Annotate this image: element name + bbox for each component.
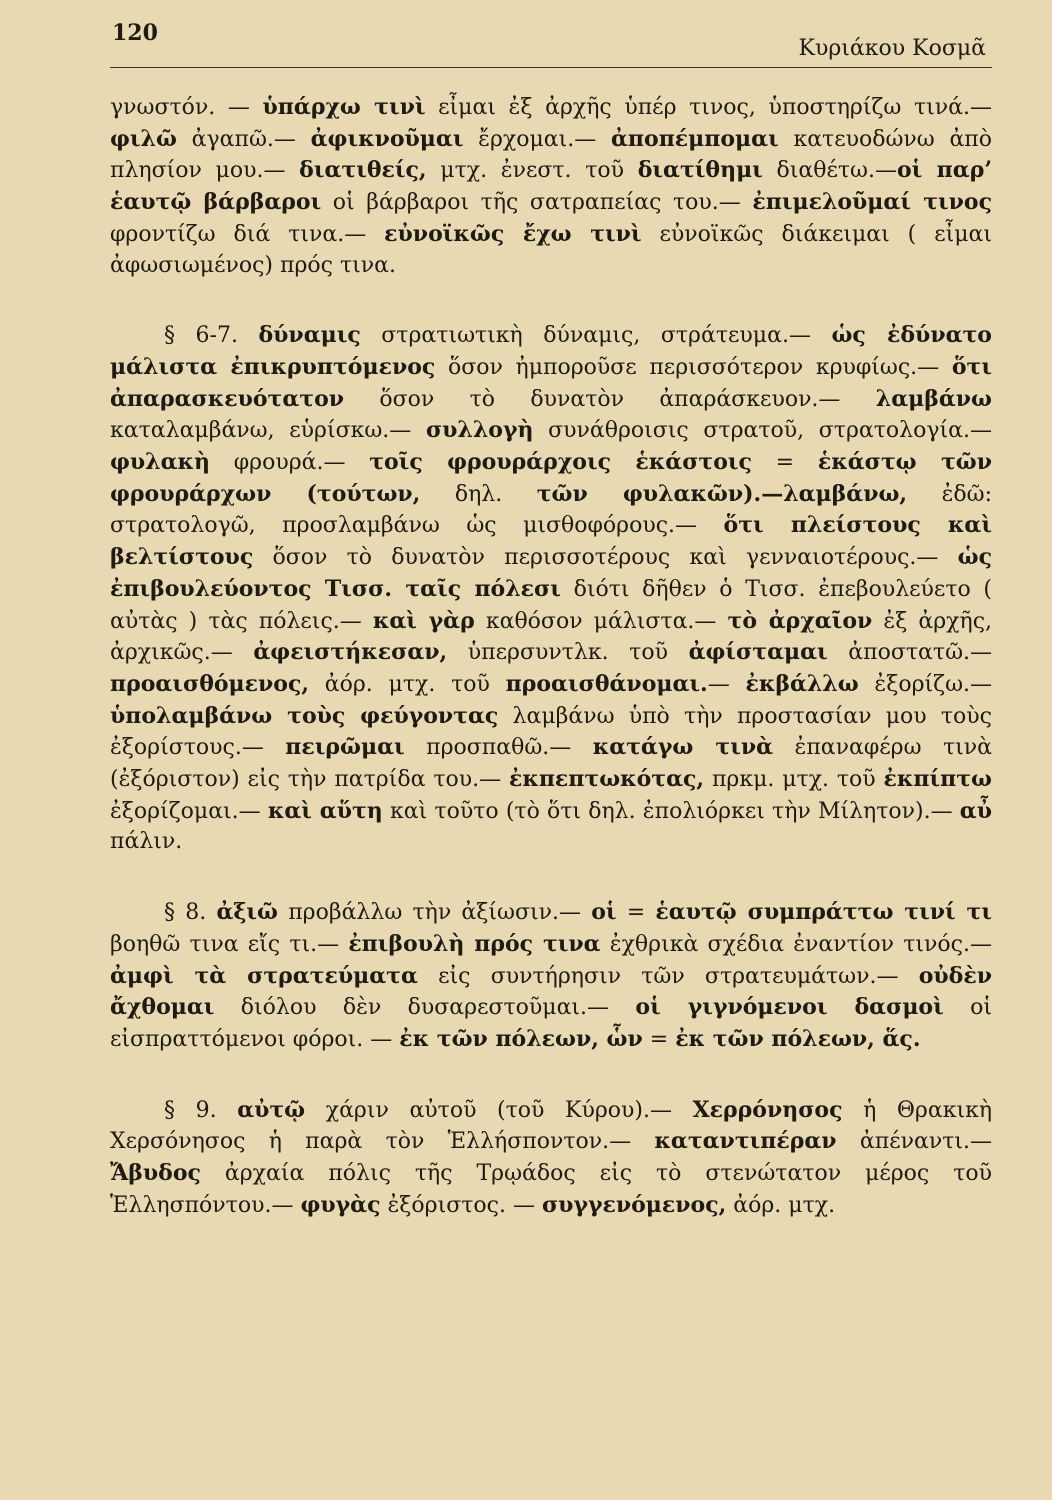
gloss-text: ὅσον τὸ δυνατὸν περισσοτέρους καὶ γενναιοτέρους.— [253, 545, 958, 571]
gloss-text: καθόσον μάλιστα.— [474, 608, 728, 634]
page-number: 120 [112, 20, 158, 46]
gloss-text: φροντίζω διά τινα.— [110, 221, 385, 247]
gloss-text: εἰς συντήρησιν τῶν στρατευμάτων.— [417, 963, 919, 989]
glossed-term: ὑπάρχω τινὶ [262, 94, 426, 120]
gloss-text: ὑπερσυντλκ. τοῦ [447, 640, 689, 666]
glossed-term: οἱ γιγνόμενοι δασμοὶ [635, 994, 944, 1021]
running-title: Κυριάκου Κοσμᾶ [798, 36, 986, 61]
gloss-text: οἱ βάρβαροι τῆς σατραπείας του.— [321, 190, 753, 216]
gloss-text: γνωστόν. — [110, 95, 263, 120]
glossed-term: ἐπιμελοῦμαί τινος [752, 189, 992, 216]
glossed-term: αὖ [959, 797, 992, 824]
gloss-text: ἀόρ. μτχ. τοῦ [309, 671, 506, 697]
gloss-text: ἐπαναφέρω τινὰ (ἐξόριστον) εἰς τὴν πατρίδα του.— [110, 735, 992, 793]
glossed-term: προαισθόμενος, [110, 670, 310, 697]
glossed-term: συγγενόμενος, [541, 1191, 727, 1218]
gloss-text: διόλου δὲν δυσαρεστοῦμαι.— [214, 995, 636, 1021]
glossed-term: ἐκβάλλω [745, 670, 859, 697]
glossed-term: αὐτῷ [237, 1096, 306, 1123]
gloss-text: ἐξορίζω.— [858, 671, 992, 697]
glossed-term: διατίθημι [637, 157, 763, 184]
glossed-term: καταντιπέραν [654, 1128, 837, 1155]
glossed-term: οὐδὲν ἄχθομαι [110, 962, 992, 1021]
gloss-text: καταλαμβάνω, εὑρίσκω.— [110, 418, 426, 444]
gloss-text: ἀποστατῶ.— [827, 640, 992, 666]
glossed-term: ἐπιβουλὴ πρός τινα [348, 930, 601, 957]
gloss-text: στρατιωτικὴ δύναμις, στράτευμα.— [360, 323, 832, 349]
glossed-term: συλλογὴ [425, 417, 534, 444]
gloss-text: προβάλλω τὴν ἀξίωσιν.— [278, 900, 592, 926]
gloss-text: πρκμ. μτχ. τοῦ [704, 767, 884, 793]
glossed-term: ἀφικνοῦμαι [310, 125, 464, 152]
gloss-text: προσπαθῶ.— [404, 735, 593, 761]
gloss-text: καὶ τοῦτο (τὸ ὅτι δηλ. ἐπολιόρκει τὴν Μίλητον).— [382, 798, 960, 824]
glossed-term: ἀφειστήκεσαν, [253, 639, 448, 666]
glossed-term: δύναμις [258, 322, 361, 349]
gloss-text: χάριν αὐτοῦ (τοῦ Κύρου).— [305, 1097, 693, 1123]
gloss-text: διότι δῆθεν ὁ Τισσ. ἐπεβουλεύετο ( αὐτὰς ) τὰς πόλεις.— [110, 576, 992, 634]
glossed-term: φιλῶ [110, 125, 177, 152]
gloss-text: φρουρά.— [210, 450, 370, 476]
glossed-term: ὡς ἐδύνατο μάλιστα ἐπικρυπτόμενος [110, 322, 992, 380]
gloss-text: ἀρχαία πόλις τῆς Τρῳάδος εἰς τὸ στενώτατον μέρος τοῦ Ἑλλησπόντου.— [110, 1161, 992, 1218]
glossed-term: τὸ ἀρχαῖον [727, 607, 873, 634]
glossed-term: καὶ γὰρ [372, 607, 475, 634]
glossed-term: ὅτι ἀπαρασκευότατον [110, 353, 992, 412]
paragraph-intro [110, 92, 992, 281]
gloss-text: οἱ εἰσπραττόμενοι φόροι. — [110, 995, 992, 1052]
gloss-text: § 9. [164, 1097, 238, 1123]
gloss-text: πάλιν. [110, 829, 183, 855]
gloss-text: § 6-7. [164, 323, 259, 349]
gloss-text: κατευοδώνω ἀπὸ πλησίον μου.— [110, 126, 993, 184]
glossed-term: ὑπολαμβάνω τοὺς φεύγοντας [110, 702, 499, 729]
gloss-text: ἀγαπῶ.— [176, 126, 311, 152]
glossed-term: ἀφίσταμαι [688, 639, 828, 666]
glossed-term: φυλακὴ [110, 449, 211, 476]
gloss-text: δηλ. [420, 481, 537, 507]
glossed-term: εὐνοϊκῶς ἔχω τινὶ [384, 220, 642, 247]
glossed-term: ἐκ τῶν πόλεων, ἅς. [675, 1025, 921, 1052]
gloss-text: διαθέτω.— [762, 158, 897, 184]
paragraph-section-8 [110, 897, 992, 1056]
gloss-text: βοηθῶ τινα εἴς τι.— [110, 931, 349, 957]
gloss-text: § 8. [164, 900, 217, 926]
gloss-text: ἐδῶ: στρατολογῶ, προσλαμβάνω ὡς μισθοφόρους.— [110, 481, 992, 539]
glossed-term: ἐκπίπτω [883, 766, 992, 793]
glossed-term: καὶ αὕτη [267, 797, 383, 824]
gloss-text: ὅσον ἠμποροῦσε περισσότερον κρυφίως.— [435, 354, 952, 380]
paragraph-section-9 [110, 1095, 992, 1222]
glossed-term: ἑαυτῷ συμπράττω τινί τι [655, 899, 992, 926]
glossed-term: τῶν φυλακῶν).—λαμβάνω, [536, 480, 908, 507]
gloss-text: ἐξορίζομαι.— [110, 798, 268, 824]
gloss-text: — [707, 671, 746, 697]
gloss-text: = [616, 900, 656, 926]
header-rule [110, 67, 992, 68]
gloss-text: = [751, 450, 818, 476]
glossed-term: φυγὰς [300, 1191, 381, 1218]
glossed-term: τοῖς φρουράρχοις ἑκάστοις [369, 449, 752, 476]
gloss-text: ὅσον τὸ δυνατὸν ἀπαράσκευον.— [344, 386, 876, 412]
gloss-text: εὐνοϊκῶς διάκειμαι ( εἶμαι ἀφωσιωμένος) πρός τινα. [110, 221, 992, 278]
gloss-text: λαμβάνω ὑπὸ τὴν προστασίαν μου τοὺς ἐξορίστους.— [110, 703, 992, 761]
glossed-term: λαμβάνω [875, 385, 992, 412]
glossed-term: διατιθείς, [299, 157, 427, 184]
glossed-term: ἀποπέμπομαι [610, 125, 779, 152]
glossed-term: Ἄβυδος [110, 1160, 201, 1187]
gloss-text: ἀπέναντι.— [836, 1129, 992, 1155]
gloss-text: εἶμαι ἐξ ἀρχῆς ὑπέρ τινος, ὑποστηρίζω τινά.— [425, 95, 992, 120]
glossed-term: οἱ παρ’ ἑαυτῷ βάρβαροι [110, 157, 992, 216]
page-body [110, 92, 992, 1222]
glossed-term: κατάγω τινὰ [592, 734, 774, 761]
glossed-term: Χερρόνησος [692, 1096, 843, 1123]
gloss-text: ἔρχομαι.— [463, 126, 611, 152]
glossed-term: ἀμφὶ τὰ στρατεύματα [110, 962, 418, 989]
gloss-text: συνάθροισις στρατοῦ, στρατολογία.— [533, 418, 992, 444]
glossed-term: ὡς ἐπιβουλεύοντος Τισσ. ταῖς πόλεσι [110, 544, 992, 602]
glossed-term: ἐκ τῶν πόλεων, ὧν [399, 1025, 643, 1052]
glossed-term: ἑκάστῳ τῶν φρουράρχων (τούτων, [110, 449, 993, 507]
gloss-text: μτχ. ἐνεστ. τοῦ [426, 158, 638, 184]
gloss-text: = [642, 1026, 676, 1052]
glossed-term: ἐκπεπτωκότας, [508, 766, 705, 793]
glossed-term: πειρῶμαι [285, 734, 405, 761]
gloss-text: ἐξ ἀρχῆς, ἀρχικῶς.— [110, 608, 993, 666]
gloss-text: ἐξόριστος. — [380, 1192, 542, 1218]
paragraph-section-6-7 [110, 320, 992, 858]
glossed-term: ὅτι πλείστους καὶ βελτίστους [110, 512, 992, 571]
glossed-term: ἀξιῶ [216, 899, 278, 926]
glossed-term: προαισθάνομαι. [505, 670, 708, 697]
gloss-text: ἐχθρικὰ σχέδια ἐναντίον τινός.— [600, 931, 992, 957]
glossed-term: οἱ [591, 899, 617, 926]
gloss-text: ἀόρ. μτχ. [726, 1192, 836, 1218]
gloss-text: ἡ Θρακικὴ Χερσόνησος ἡ παρὰ τὸν Ἑλλήσποντον.— [110, 1097, 992, 1155]
